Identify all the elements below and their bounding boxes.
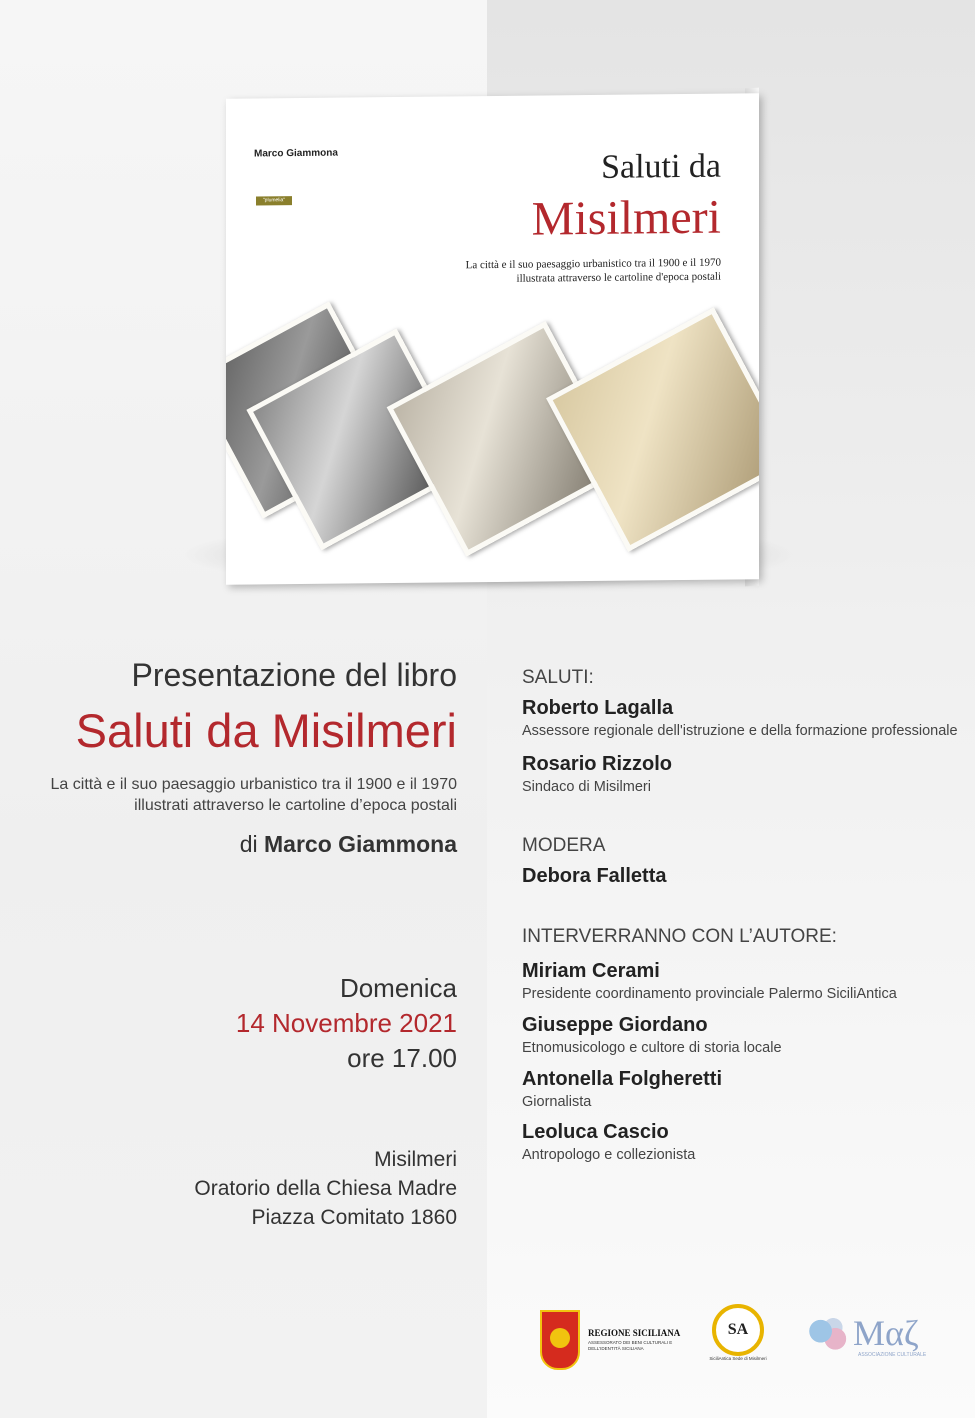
book-author: Marco Giammona (254, 147, 338, 160)
event-day: Domenica (339, 973, 457, 1003)
siciliantica-logo: SA (712, 1304, 764, 1356)
postcard-photo (546, 307, 759, 552)
event-heading: Presentazione del libro (131, 657, 457, 693)
event-time: ore 17.00 (347, 1043, 457, 1073)
maj-logo: Mαζ (853, 1313, 919, 1353)
saluti-role: Sindaco di Misilmeri (522, 779, 651, 795)
speaker-name: Antonella Folgheretti (522, 1068, 722, 1090)
event-place-venue: Oratorio della Chiesa Madre (194, 1177, 457, 1200)
maj-flower-icon (808, 1316, 850, 1354)
author-name: Marco Giammona (264, 831, 457, 857)
author-prefix: di (239, 831, 258, 857)
event-title: Saluti da Misilmeri (75, 704, 457, 757)
speaker-role: Etnomusicologo e cultore di storia locale (522, 1040, 782, 1056)
event-place-address: Piazza Comitato 1860 (251, 1206, 457, 1229)
event-subtitle-line1: La città e il suo paesaggio urbanistico tra il 1900 e il 1970 (50, 776, 457, 793)
speakers-label: INTERVERRANNO CON L’AUTORE: (522, 926, 837, 947)
event-author-line (240, 831, 457, 858)
speaker-role: Giornalista (522, 1094, 592, 1110)
publisher-badge: "plumelia" (256, 196, 292, 205)
regione-siciliana-logo-text: REGIONE SICILIANA (588, 1328, 681, 1338)
modera-label: MODERA (522, 835, 606, 856)
saluti-name: Roberto Lagalla (522, 697, 674, 719)
saluti-role: Assessore regionale dell'istruzione e della formazione professionale (522, 723, 958, 739)
moderator-name: Debora Falletta (522, 865, 667, 887)
saluti-name: Rosario Rizzolo (522, 753, 673, 775)
speaker-role: Antropologo e collezionista (522, 1147, 696, 1163)
event-place-city: Misilmeri (374, 1148, 457, 1171)
book-subtitle (466, 256, 721, 287)
speaker-name: Leoluca Cascio (522, 1121, 669, 1143)
speaker-name: Miriam Cerami (522, 960, 660, 982)
regione-siciliana-logo-subtext: ASSESSORATO DEI BENI CULTURALI E DELL'IDENTITÀ SICILIANA (588, 1340, 673, 1351)
saluti-label: SALUTI: (522, 667, 594, 688)
event-subtitle-line2: illustrati attraverso le cartoline d’epoca postali (134, 797, 457, 814)
maj-logo-subtext: ASSOCIAZIONE CULTURALE (858, 1352, 927, 1358)
event-date: 14 Novembre 2021 (235, 1008, 457, 1038)
book-subtitle-line1: La città e il suo paesaggio urbanistico tra il 1900 e il 1970 (465, 256, 721, 272)
book-subtitle-line2: illustrata attraverso le cartoline d'epoca postali (516, 270, 721, 285)
regione-siciliana-crest-icon (540, 1310, 580, 1370)
book-cover (226, 93, 759, 585)
speaker-name: Giuseppe Giordano (522, 1014, 708, 1036)
book-title-line1: Saluti da (601, 147, 721, 186)
siciliantica-logo-text: SiciliAntica Sede di Misilmeri (709, 1356, 767, 1361)
book-title-line2: Misilmeri (531, 190, 721, 246)
speaker-role: Presidente coordinamento provinciale Palermo SiciliAntica (522, 986, 897, 1002)
